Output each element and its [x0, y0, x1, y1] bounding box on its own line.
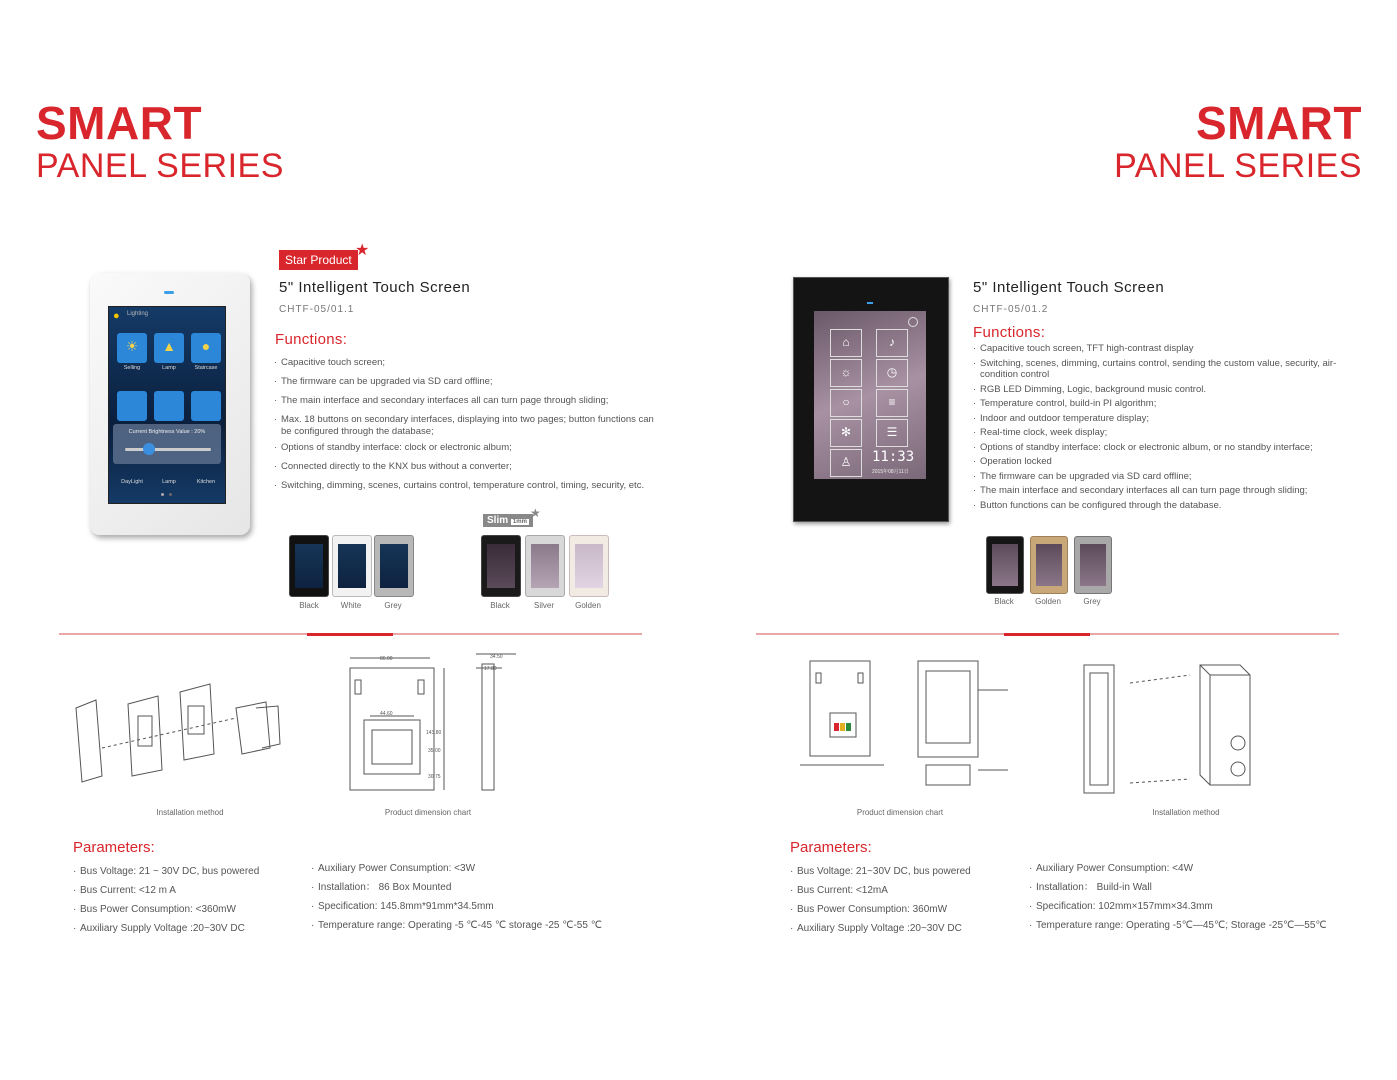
- variant-grey: [374, 535, 414, 597]
- function-item: · Capacitive touch screen, TFT high-contrast display: [973, 343, 1353, 355]
- param-item: · Bus Voltage: 21~30V DC, bus powered: [790, 862, 1020, 881]
- dimension-drawing-right: [790, 655, 1020, 800]
- slim-label: Slim: [487, 515, 509, 526]
- product-title-right: 5" Intelligent Touch Screen: [973, 279, 1165, 296]
- dim-label: 34.50: [490, 654, 503, 660]
- power-icon: [908, 317, 918, 327]
- function-item: · Capacitive touch screen;: [274, 357, 674, 369]
- lamp-icon: ▲: [162, 338, 176, 354]
- clock-date: 2015年08月11日: [872, 469, 909, 475]
- dim-label: 35.00: [428, 748, 441, 754]
- param-item: · Temperature range: Operating -5℃—45℃; Storage -25℃—55℃: [1029, 916, 1374, 935]
- slider-label: Current Brightness Value : 20%: [128, 429, 206, 435]
- function-item: · Options of standby interface: clock or electronic album;: [274, 442, 674, 454]
- snowflake-icon[interactable]: ✻: [830, 419, 862, 447]
- product-image-white-panel: [90, 273, 250, 535]
- brightness-slider[interactable]: [125, 448, 211, 451]
- function-item: · Indoor and outdoor temperature display;: [973, 413, 1353, 425]
- function-item: · The firmware can be upgraded via SD card offline;: [274, 376, 674, 388]
- indicator-led: [867, 302, 873, 304]
- variant-grey: [1074, 536, 1112, 594]
- indicator-led: [164, 291, 174, 294]
- bulb-icon[interactable]: ○: [830, 389, 862, 417]
- user-icon[interactable]: ♙: [830, 449, 862, 477]
- parameters-heading-right: Parameters:: [790, 839, 872, 856]
- tile-lamp-2[interactable]: [154, 391, 184, 421]
- product-title-left: 5" Intelligent Touch Screen: [279, 279, 471, 296]
- param-item: · Auxiliary Power Consumption: <4W: [1029, 859, 1374, 878]
- model-number-left: CHTF-05/01.1: [279, 304, 355, 315]
- function-item: · Temperature control, build-in PI algorithm;: [973, 398, 1353, 410]
- variant-label: Grey: [1083, 597, 1101, 606]
- function-item: · RGB LED Dimming, Logic, background music control.: [973, 384, 1353, 396]
- function-item: · Switching, dimming, scenes, curtains control, temperature control, timing, security, etc.: [274, 480, 661, 492]
- section-divider-right: [756, 633, 1339, 635]
- param-item: · Bus Voltage: 21 ~ 30V DC, bus powered: [73, 862, 303, 881]
- function-item: · Options of standby interface: clock or electronic album, or no standby interface;: [973, 442, 1353, 454]
- brand-title-left: SMART: [36, 97, 203, 149]
- page-dot: [169, 493, 172, 496]
- menu-icon[interactable]: ☰: [876, 419, 908, 447]
- section-divider-left: [59, 633, 642, 635]
- param-item: · Installation： Build-in Wall: [1029, 878, 1374, 897]
- product-image-black-panel: [793, 277, 949, 522]
- variant-label: Golden: [575, 601, 601, 610]
- page-dot: [161, 493, 164, 496]
- params-list-left-2: [311, 859, 651, 935]
- params-list-right-2: [1029, 859, 1374, 935]
- model-number-right: CHTF-05/01.2: [973, 304, 1049, 315]
- drawing-caption: Installation method: [1152, 808, 1220, 817]
- tile-label: Selling: [123, 365, 141, 371]
- slider-thumb[interactable]: [143, 443, 155, 455]
- dim-label: 30.75: [428, 774, 441, 780]
- param-item: · Auxiliary Supply Voltage :20~30V DC: [790, 919, 1020, 938]
- param-item: · Temperature range: Operating -5 ℃-45 ℃ storage -25 ℃-55 ℃: [311, 916, 651, 935]
- variant-slim-golden: [569, 535, 609, 597]
- function-item: · The main interface and secondary interfaces all can turn page through sliding;: [973, 485, 1353, 497]
- variant-label: Golden: [1035, 597, 1061, 606]
- function-item: · Connected directly to the KNX bus without a converter;: [274, 461, 674, 473]
- panel-screen: [814, 311, 926, 479]
- dim-label: 44.60: [380, 711, 393, 717]
- music-icon[interactable]: ♪: [876, 329, 908, 357]
- brightness-popup: [113, 424, 221, 464]
- variant-label: Black: [994, 597, 1014, 606]
- variant-black: [986, 536, 1024, 594]
- tile-label: Lamp: [162, 479, 176, 485]
- bulb-icon: ●: [201, 338, 211, 354]
- variant-golden: [1030, 536, 1068, 594]
- param-item: · Bus Power Consumption: <360mW: [73, 900, 303, 919]
- dimension-drawing-left: [340, 650, 525, 795]
- param-item: · Bus Current: <12 m A: [73, 881, 303, 900]
- dim-label: 86.00: [380, 656, 393, 662]
- functions-heading-left: Functions:: [275, 331, 348, 348]
- function-item: · The main interface and secondary interfaces all can turn page through sliding;: [274, 395, 674, 407]
- lamp-icon: ☀: [125, 338, 139, 354]
- param-item: · Bus Current: <12mA: [790, 881, 1020, 900]
- variant-label: Silver: [533, 601, 554, 610]
- clock-time: 11:33: [872, 449, 915, 465]
- variant-black: [289, 535, 329, 597]
- param-item: · Specification: 145.8mm*91mm*34.5mm: [311, 897, 651, 916]
- bulb-icon: ●: [113, 310, 120, 322]
- tile-label: Staircase: [194, 365, 218, 371]
- drawing-caption: Product dimension chart: [856, 808, 944, 817]
- timer-icon[interactable]: ◷: [876, 359, 908, 387]
- variant-white: [332, 535, 372, 597]
- variant-label: White: [340, 601, 362, 610]
- function-item: · Operation locked: [973, 456, 1353, 468]
- param-item: · Installation： 86 Box Mounted: [311, 878, 651, 897]
- rgb-icon[interactable]: ☼: [830, 359, 862, 387]
- drawing-caption: Product dimension chart: [384, 808, 472, 817]
- function-item: · Switching, scenes, dimming, curtains control, sending the custom value, security, air-condition control: [973, 358, 1350, 381]
- lock-icon[interactable]: ⌂: [830, 329, 862, 357]
- tile-label: DayLight: [121, 479, 143, 485]
- slim-badge: [483, 514, 533, 527]
- variant-slim-silver: [525, 535, 565, 597]
- star-icon: ★: [355, 242, 370, 259]
- variant-label: Black: [299, 601, 319, 610]
- slim-thickness: 1mm: [512, 519, 527, 525]
- function-item: · Button functions can be configured through the database.: [973, 500, 1353, 512]
- brand-title-right: SMART: [1195, 97, 1362, 149]
- brand-subtitle-right: PANEL SERIES: [1114, 147, 1362, 185]
- variant-label: Grey: [384, 601, 402, 610]
- star-product-badge: Star Product: [279, 250, 358, 270]
- tile-label: Lamp: [162, 365, 176, 371]
- dim-label: 143.80: [426, 730, 442, 736]
- parameters-heading-left: Parameters:: [73, 839, 155, 856]
- drawing-caption: Installation method: [156, 808, 224, 817]
- brand-subtitle-left: PANEL SERIES: [36, 147, 284, 185]
- param-item: · Bus Power Consumption: 360mW: [790, 900, 1020, 919]
- tile-label: Kitchen: [196, 479, 216, 485]
- function-item: · The firmware can be upgraded via SD card offline;: [973, 471, 1353, 483]
- variant-slim-black: [481, 535, 521, 597]
- dim-label: 17.80: [484, 666, 497, 672]
- function-item: · Real-time clock, week display;: [973, 427, 1353, 439]
- param-item: · Auxiliary Supply Voltage :20~30V DC: [73, 919, 303, 938]
- functions-heading-right: Functions:: [973, 324, 1046, 341]
- function-item: · Max. 18 buttons on secondary interfaces, displaying into two pages; button functions can be configured through the database;: [274, 414, 661, 438]
- functions-list-right: [973, 343, 1353, 511]
- installation-drawing-right: [1070, 655, 1290, 800]
- installation-drawing-left: [66, 678, 296, 788]
- curtain-icon[interactable]: ≡: [876, 389, 908, 417]
- screen-header: Lighting: [127, 311, 149, 317]
- star-icon: ★: [530, 506, 541, 520]
- functions-list-left: [274, 357, 674, 492]
- param-item: · Specification: 102mm×157mm×34.3mm: [1029, 897, 1374, 916]
- tile-daylight[interactable]: [117, 391, 147, 421]
- params-list-right-1: [790, 862, 1020, 938]
- tile-kitchen[interactable]: [191, 391, 221, 421]
- variant-label: Black: [490, 601, 510, 610]
- panel-screen: [108, 306, 226, 504]
- param-item: · Auxiliary Power Consumption: <3W: [311, 859, 651, 878]
- params-list-left-1: [73, 862, 303, 938]
